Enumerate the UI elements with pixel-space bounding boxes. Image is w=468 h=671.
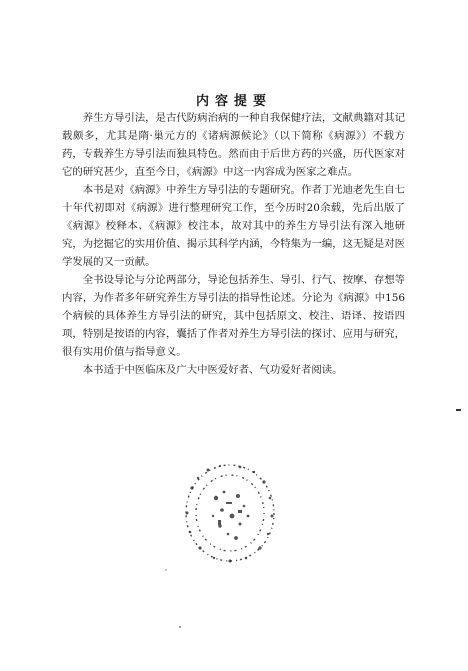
paragraph-1: 养生方导引法，是古代防病治病的一种自我保健疗法，文献典籍对其记载颇多，尤其是隋·巢元方的《诸病源候论》（以下简称《病源》）不载方药，专载养生方导引法而独具特色。然而由于后世方药的兴盛，历代医家对它的研究甚少，直至今日，《病源》中这一内容成为医家之难点。: [62, 112, 405, 178]
stamp-seal-icon: [180, 458, 280, 568]
summary-body: [62, 109, 405, 379]
page-title: 内容提要: [195, 94, 272, 109]
paragraph-4: 本书适于中医临床及广大中医爱好者、气功爱好者阅读。: [82, 364, 343, 376]
paragraph-3: 全书设导论与分论两部分，导论包括养生、导引、行气、按摩、存想等内容，为作者多年研究养生方导引法的指导性论述。分论为《病源》中156个病候的具体养生方导引法的研究，其中包括原文、校注、语译、按语四项，特别是按语的内容，囊括了作者对养生方导引法的探讨、应用与研究，很有实用价值与指导意义。: [62, 274, 405, 358]
paragraph-2: 本书是对《病源》中养生方导引法的专题研究。作者丁光迪老先生自七十年代初即对《病源》进行整理研究工作，至今历时20余载，先后出版了《病源》校释本、《病源》校注本，故对其中的养生方导引法有深入地研究，为挖掘它的实用价值、揭示其科学内涵，今特集为一编，这无疑是对医学发展的又一贡献。: [62, 184, 405, 268]
